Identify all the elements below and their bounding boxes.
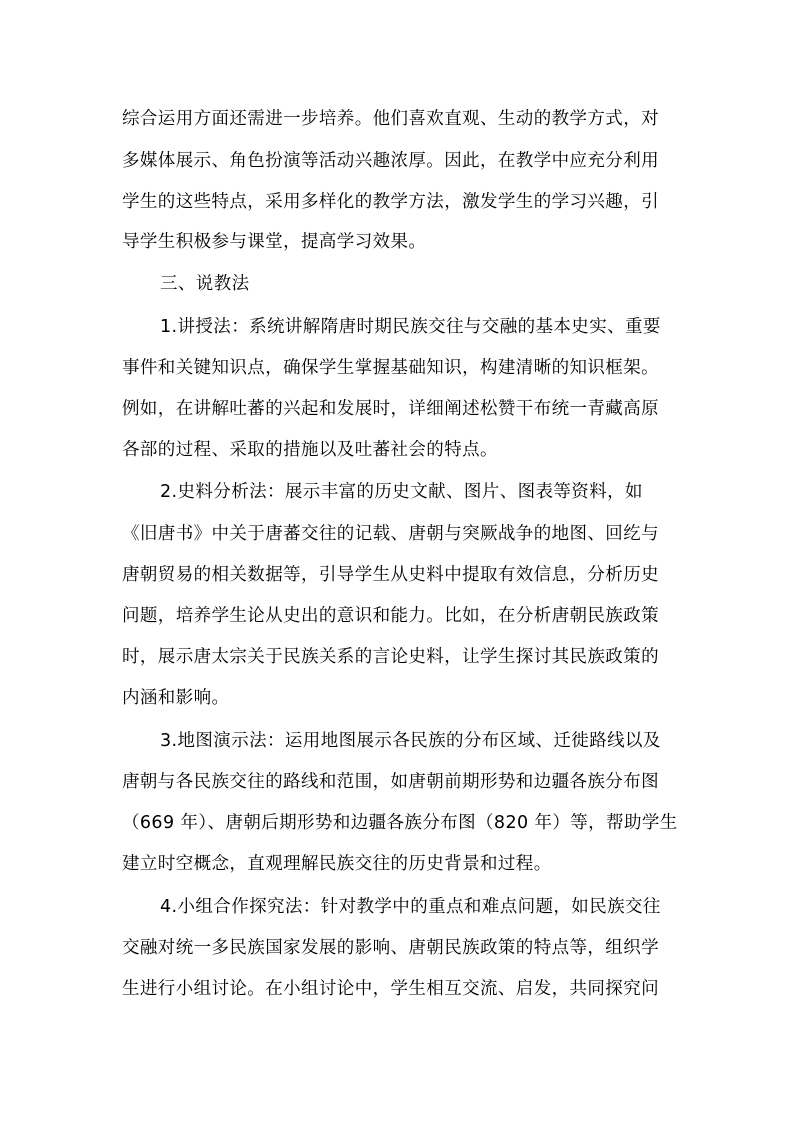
paragraph-line: 建立时空概念，直观理解民族交往的历史背景和过程。: [122, 854, 552, 874]
paragraph-line: 导学生积极参与课堂，提高学习效果。: [122, 232, 427, 252]
paragraph-line: 各部的过程、采取的措施以及吐蕃社会的特点。: [122, 440, 498, 460]
paragraph-line: 事件和关键知识点，确保学生掌握基础知识，构建清晰的知识框架。: [122, 358, 659, 378]
paragraph-line: 例如，在讲解吐蕃的兴起和发展时，详细阐述松赞干布统一青藏高原: [122, 399, 659, 419]
paragraph-line: 唐朝贸易的相关数据等，引导学生从史料中提取有效信息，分析历史: [122, 565, 659, 585]
paragraph-line: 内涵和影响。: [122, 688, 230, 708]
paragraph-line: 唐朝与各民族交往的路线和范围，如唐朝前期形势和边疆各族分布图: [122, 772, 659, 792]
paragraph-line: 综合运用方面还需进一步培养。他们喜欢直观、生动的教学方式，对: [122, 109, 659, 129]
paragraph-line: 生进行小组讨论。在小组讨论中，学生相互交流、启发，共同探究问: [122, 979, 659, 999]
paragraph-line: 学生的这些特点，采用多样化的教学方法，激发学生的学习兴趣，引: [122, 192, 659, 212]
paragraph-line: 时，展示唐太宗关于民族关系的言论史料，让学生探讨其民族政策的: [122, 647, 659, 667]
paragraph-line: 2.史料分析法：展示丰富的历史文献、图片、图表等资料，如: [160, 482, 643, 502]
section-heading: 三、说教法: [160, 274, 250, 294]
paragraph-line: 多媒体展示、角色扮演等活动兴趣浓厚。因此，在教学中应充分利用: [122, 151, 659, 171]
paragraph-line: （669 年）、唐朝后期形势和边疆各族分布图（820 年）等，帮助学生: [122, 813, 678, 833]
paragraph-line: 《旧唐书》中关于唐蕃交往的记载、唐朝与突厥战争的地图、回纥与: [122, 524, 659, 544]
paragraph-line: 问题，培养学生论从史出的意识和能力。比如，在分析唐朝民族政策: [122, 606, 659, 626]
paragraph-line: 4.小组合作探究法：针对教学中的重点和难点问题，如民族交往: [160, 897, 661, 917]
paragraph-line: 3.地图演示法：运用地图展示各民族的分布区域、迁徙路线以及: [160, 731, 661, 751]
paragraph-line: 交融对统一多民族国家发展的影响、唐朝民族政策的特点等，组织学: [122, 938, 659, 958]
paragraph-line: 1.讲授法：系统讲解隋唐时期民族交往与交融的基本史实、重要: [160, 317, 661, 337]
